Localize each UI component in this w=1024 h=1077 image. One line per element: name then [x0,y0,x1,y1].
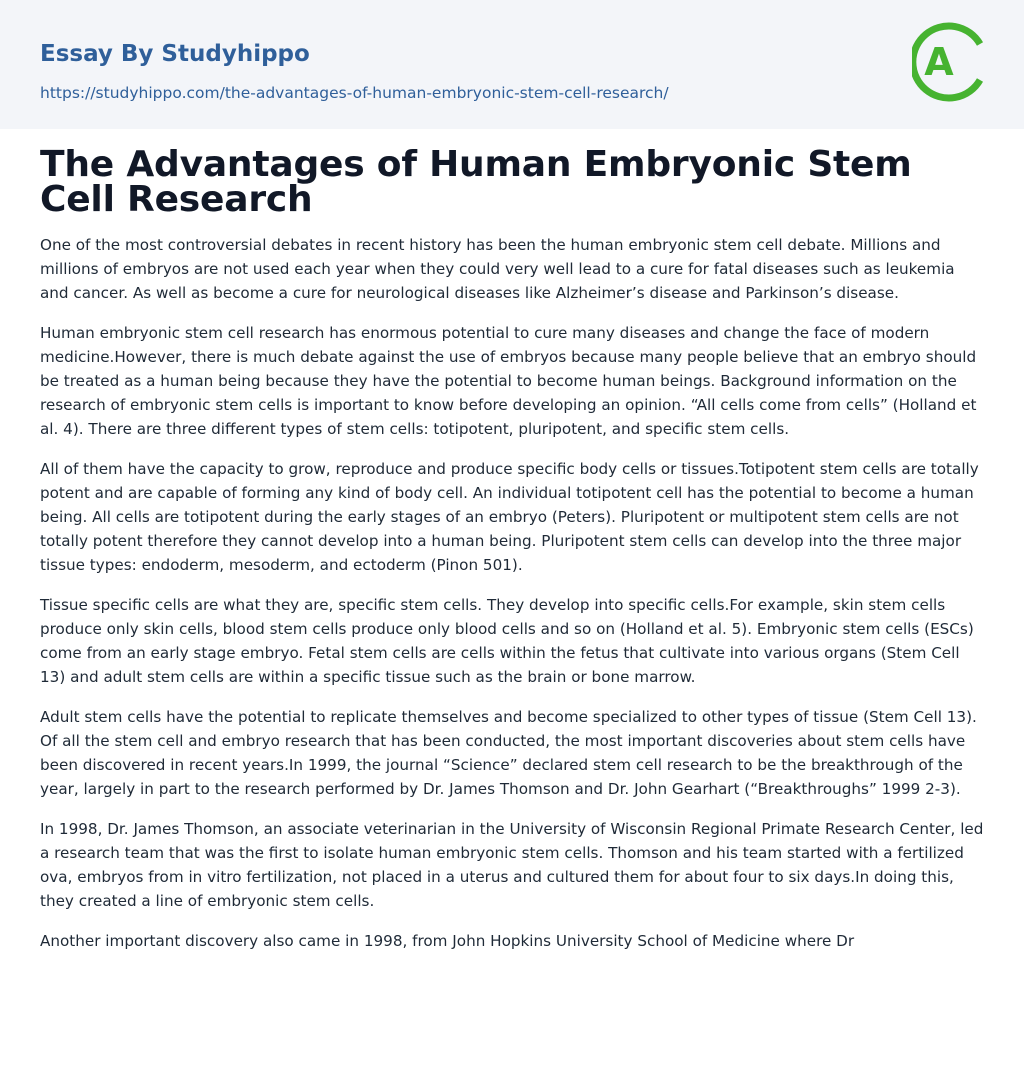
article-paragraph: Human embryonic stem cell research has enormous potential to cure many diseases and change the face of modern medicine.However, there is much debate against the use of embryos because many people believe that an embryo should be treated as a human being because they have the potential to become human beings. Background information on the research of embryonic stem cells is important to know before developing an opinion. “All cells come from cells” (Holland et al. 4). There are three different types of stem cells: totipotent, pluripotent, and specific stem cells. [40,324,977,438]
article-paragraph: Adult stem cells have the potential to replicate themselves and become specialized to other types of tissue (Stem Cell 13). Of all the stem cell and embryo research that has been conducted, the most important discoveries about stem cells have been discovered in recent years.In 1999, the journal “Science” declared stem cell research to be the breakthrough of the year, largely in part to the research performed by Dr. James Thomson and Dr. John Gearhart (“Breakthroughs” 1999 2-3). [40,708,977,798]
article-paragraph: Tissue specific cells are what they are, specific stem cells. They develop into specific cells.For example, skin stem cells produce only skin cells, blood stem cells produce only blood cells and so on (Holland et al. 5). Embryonic stem cells (ESCs) come from an early stage embryo. Fetal stem cells are cells within the fetus that cultivate into various organs (Stem Cell 13) and adult stem cells are within a specific tissue such as the brain or bone marrow. [40,596,974,686]
article-title: The Advantages of Human Embryonic Stem Cell Research [40,144,912,220]
studyhippo-logo-icon[interactable] [912,18,988,106]
page-header [0,0,1024,129]
source-url-link[interactable]: https://studyhippo.com/the-advantages-of-human-embryonic-stem-cell-research/ [40,84,669,102]
article-paragraph: One of the most controversial debates in recent history has been the human embryonic stem cell debate. Millions and millions of embryos are not used each year when they could very well lead to a cure for fatal diseases such as leukemia and cancer. As well as become a cure for neurological diseases like Alzheimer’s disease and Parkinson’s disease. [40,236,955,302]
article-paragraph: Another important discovery also came in 1998, from John Hopkins University School of Medicine where Dr [40,932,855,950]
logo-letter: A [924,40,954,84]
brand-title[interactable]: Essay By Studyhippo [40,41,310,67]
article-paragraph: All of them have the capacity to grow, reproduce and produce specific body cells or tissues.Totipotent stem cells are totally potent and are capable of forming any kind of body cell. An individual totipotent cell has the potential to become a human being. All cells are totipotent during the early stages of an embryo (Peters). Pluripotent or multipotent stem cells are not totally potent therefore they cannot develop into a human being. Pluripotent stem cells can develop into the three major tissue types: endoderm, mesoderm, and ectoderm (Pinon 501). [40,460,979,574]
article-content [40,144,984,969]
article-paragraph: In 1998, Dr. James Thomson, an associate veterinarian in the University of Wisconsin Regional Primate Research Center, led a research team that was the first to isolate human embryonic stem cells. Thomson and his team started with a fertilized ova, embryos from in vitro fertilization, not placed in a uterus and cultured them for about four to six days.In doing this, they created a line of embryonic stem cells. [40,820,984,910]
